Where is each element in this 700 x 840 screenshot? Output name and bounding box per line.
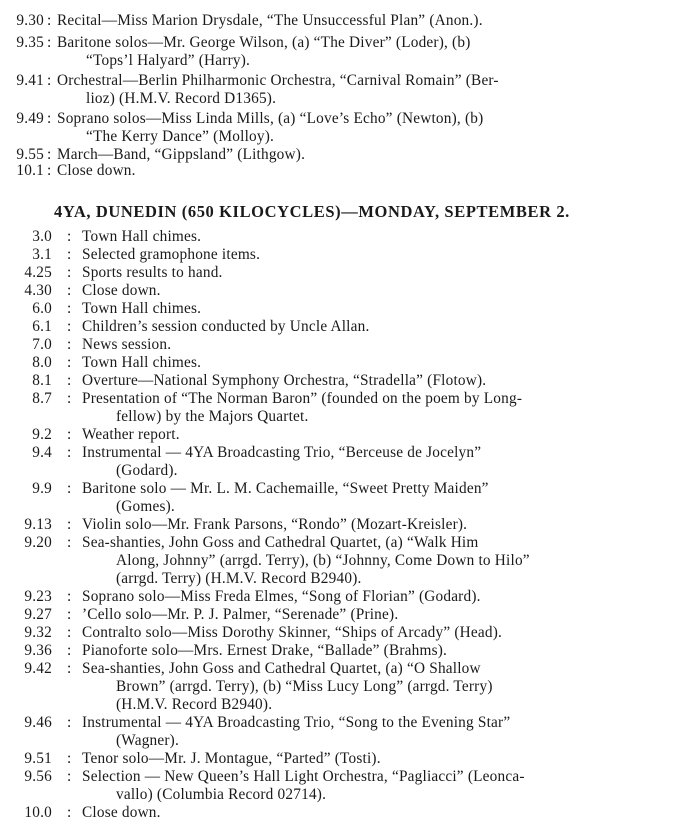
entry-time: 9.13 (24, 516, 52, 533)
entry-colon: : (47, 110, 52, 127)
entry-colon: : (67, 768, 72, 785)
entry-continuation-text: Along, Johnny” (arrgd. Terry), (b) “Johnny, Come Down to Hilo” (116, 552, 530, 569)
entry-time: 9.4 (32, 444, 52, 461)
entry-continuation-text: (H.M.V. Record B2940). (116, 696, 273, 713)
entry-colon: : (47, 72, 52, 89)
entry-colon: : (67, 336, 72, 353)
entry-text: Selection — New Queen’s Hall Light Orchestra, “Pagliacci” (Leonca- (82, 768, 525, 785)
entry-colon: : (67, 516, 72, 533)
entry-text: March—Band, “Gippsland” (Lithgow). (57, 146, 306, 163)
entry-colon: : (47, 12, 52, 29)
entry-text: Orchestral—Berlin Philharmonic Orchestra, “Carnival Romain” (Ber- (57, 72, 499, 89)
entry-text: Close down. (82, 282, 161, 299)
entry-time: 9.2 (32, 426, 52, 443)
entry-colon: : (67, 480, 72, 497)
entry-colon: : (67, 390, 72, 407)
entry-colon: : (67, 660, 72, 677)
station-heading: 4YA, DUNEDIN (650 KILOCYCLES)—MONDAY, SEPTEMBER 2. (54, 202, 570, 221)
entry-time: 4.30 (24, 282, 52, 299)
entry-time: 7.0 (32, 336, 52, 353)
entry-text: Soprano solos—Miss Linda Mills, (a) “Love’s Echo” (Newton), (b) (57, 110, 484, 127)
entry-time: 8.0 (32, 354, 52, 371)
entry-colon: : (67, 642, 72, 659)
entry-colon: : (67, 714, 72, 731)
entry-continuation-text: Brown” (arrgd. Terry), (b) “Miss Lucy Long” (arrgd. Terry) (116, 678, 493, 695)
entry-time: 9.55 (16, 146, 44, 163)
entry-colon: : (67, 228, 72, 245)
entry-text: News session. (82, 336, 172, 353)
entry-colon: : (67, 318, 72, 335)
entry-continuation-text: fellow) by the Majors Quartet. (116, 408, 309, 425)
entry-continuation-text: vallo) (Columbia Record 02714). (116, 786, 327, 803)
entry-time: 9.35 (16, 34, 44, 51)
entry-text: Sea-shanties, John Goss and Cathedral Quartet, (a) “O Shallow (82, 660, 481, 677)
entry-colon: : (67, 624, 72, 641)
entry-colon: : (67, 372, 72, 389)
entry-text: Close down. (57, 162, 136, 179)
entry-time: 3.1 (32, 246, 52, 263)
entry-time: 9.32 (24, 624, 52, 641)
entry-time: 6.0 (32, 300, 52, 317)
entry-colon: : (47, 146, 52, 163)
entry-time: 9.36 (24, 642, 52, 659)
entry-colon: : (67, 804, 72, 821)
entry-time: 9.23 (24, 588, 52, 605)
entry-text: Instrumental — 4YA Broadcasting Trio, “Berceuse de Jocelyn” (82, 444, 482, 461)
entry-continuation-text: “The Kerry Dance” (Molloy). (86, 128, 275, 145)
entry-colon: : (67, 426, 72, 443)
entry-colon: : (67, 588, 72, 605)
entry-text: Violin solo—Mr. Frank Parsons, “Rondo” (Mozart-Kreisler). (82, 516, 468, 533)
entry-time: 10.1 (16, 162, 44, 179)
entry-text: Contralto solo—Miss Dorothy Skinner, “Ships of Arcady” (Head). (82, 624, 503, 641)
entry-time: 6.1 (32, 318, 52, 335)
entry-time: 9.42 (24, 660, 52, 677)
entry-text: Baritone solos—Mr. George Wilson, (a) “The Diver” (Loder), (b) (57, 34, 471, 51)
entry-colon: : (47, 162, 52, 179)
entry-time: 10.0 (24, 804, 52, 821)
entry-text: Close down. (82, 804, 161, 821)
entry-text: Soprano solo—Miss Freda Elmes, “Song of Florian” (Godard). (82, 588, 481, 605)
entry-time: 9.51 (24, 750, 52, 767)
entry-text: Town Hall chimes. (82, 228, 202, 245)
entry-colon: : (67, 750, 72, 767)
entry-continuation-text: (arrgd. Terry) (H.M.V. Record B2940). (116, 570, 362, 587)
entry-time: 4.25 (24, 264, 52, 281)
entry-colon: : (47, 34, 52, 51)
entry-time: 9.46 (24, 714, 52, 731)
entry-colon: : (67, 300, 72, 317)
entry-colon: : (67, 354, 72, 371)
entry-text: Recital—Miss Marion Drysdale, “The Unsuccessful Plan” (Anon.). (57, 12, 483, 29)
entry-colon: : (67, 606, 72, 623)
entry-text: Weather report. (82, 426, 180, 443)
entry-text: Children’s session conducted by Uncle Allan. (82, 318, 370, 335)
entry-text: Sea-shanties, John Goss and Cathedral Quartet, (a) “Walk Him (82, 534, 479, 551)
entry-text: ’Cello solo—Mr. P. J. Palmer, “Serenade” (Prine). (82, 606, 399, 623)
entry-time: 9.30 (16, 12, 44, 29)
entry-time: 8.1 (32, 372, 52, 389)
entry-text: Overture—National Symphony Orchestra, “Stradella” (Flotow). (82, 372, 487, 389)
entry-colon: : (67, 282, 72, 299)
entry-text: Tenor solo—Mr. J. Montague, “Parted” (Tosti). (82, 750, 381, 767)
entry-text: Town Hall chimes. (82, 354, 202, 371)
entry-colon: : (67, 444, 72, 461)
entry-time: 9.20 (24, 534, 52, 551)
entry-colon: : (67, 264, 72, 281)
entry-time: 3.0 (32, 228, 52, 245)
entry-colon: : (67, 534, 72, 551)
entry-time: 9.56 (24, 768, 52, 785)
entry-time: 9.41 (16, 72, 44, 89)
entry-text: Sports results to hand. (82, 264, 223, 281)
entry-text: Town Hall chimes. (82, 300, 202, 317)
entry-continuation-text: (Wagner). (116, 732, 179, 749)
entry-continuation-text: lioz) (H.M.V. Record D1365). (86, 90, 277, 107)
entry-text: Baritone solo — Mr. L. M. Cachemaille, “Sweet Pretty Maiden” (82, 480, 489, 497)
entry-time: 9.49 (16, 110, 44, 127)
entry-text: Instrumental — 4YA Broadcasting Trio, “Song to the Evening Star” (82, 714, 511, 731)
entry-text: Presentation of “The Norman Baron” (founded on the poem by Long- (82, 390, 523, 407)
entry-text: Pianoforte solo—Mrs. Ernest Drake, “Ballade” (Brahms). (82, 642, 448, 659)
entry-continuation-text: “Tops’l Halyard” (Harry). (86, 52, 251, 69)
entry-continuation-text: (Gomes). (116, 498, 175, 515)
entry-text: Selected gramophone items. (82, 246, 261, 263)
entry-colon: : (67, 246, 72, 263)
entry-time: 9.27 (24, 606, 52, 623)
entry-time: 8.7 (32, 390, 52, 407)
entry-continuation-text: (Godard). (116, 462, 178, 479)
entry-time: 9.9 (32, 480, 52, 497)
